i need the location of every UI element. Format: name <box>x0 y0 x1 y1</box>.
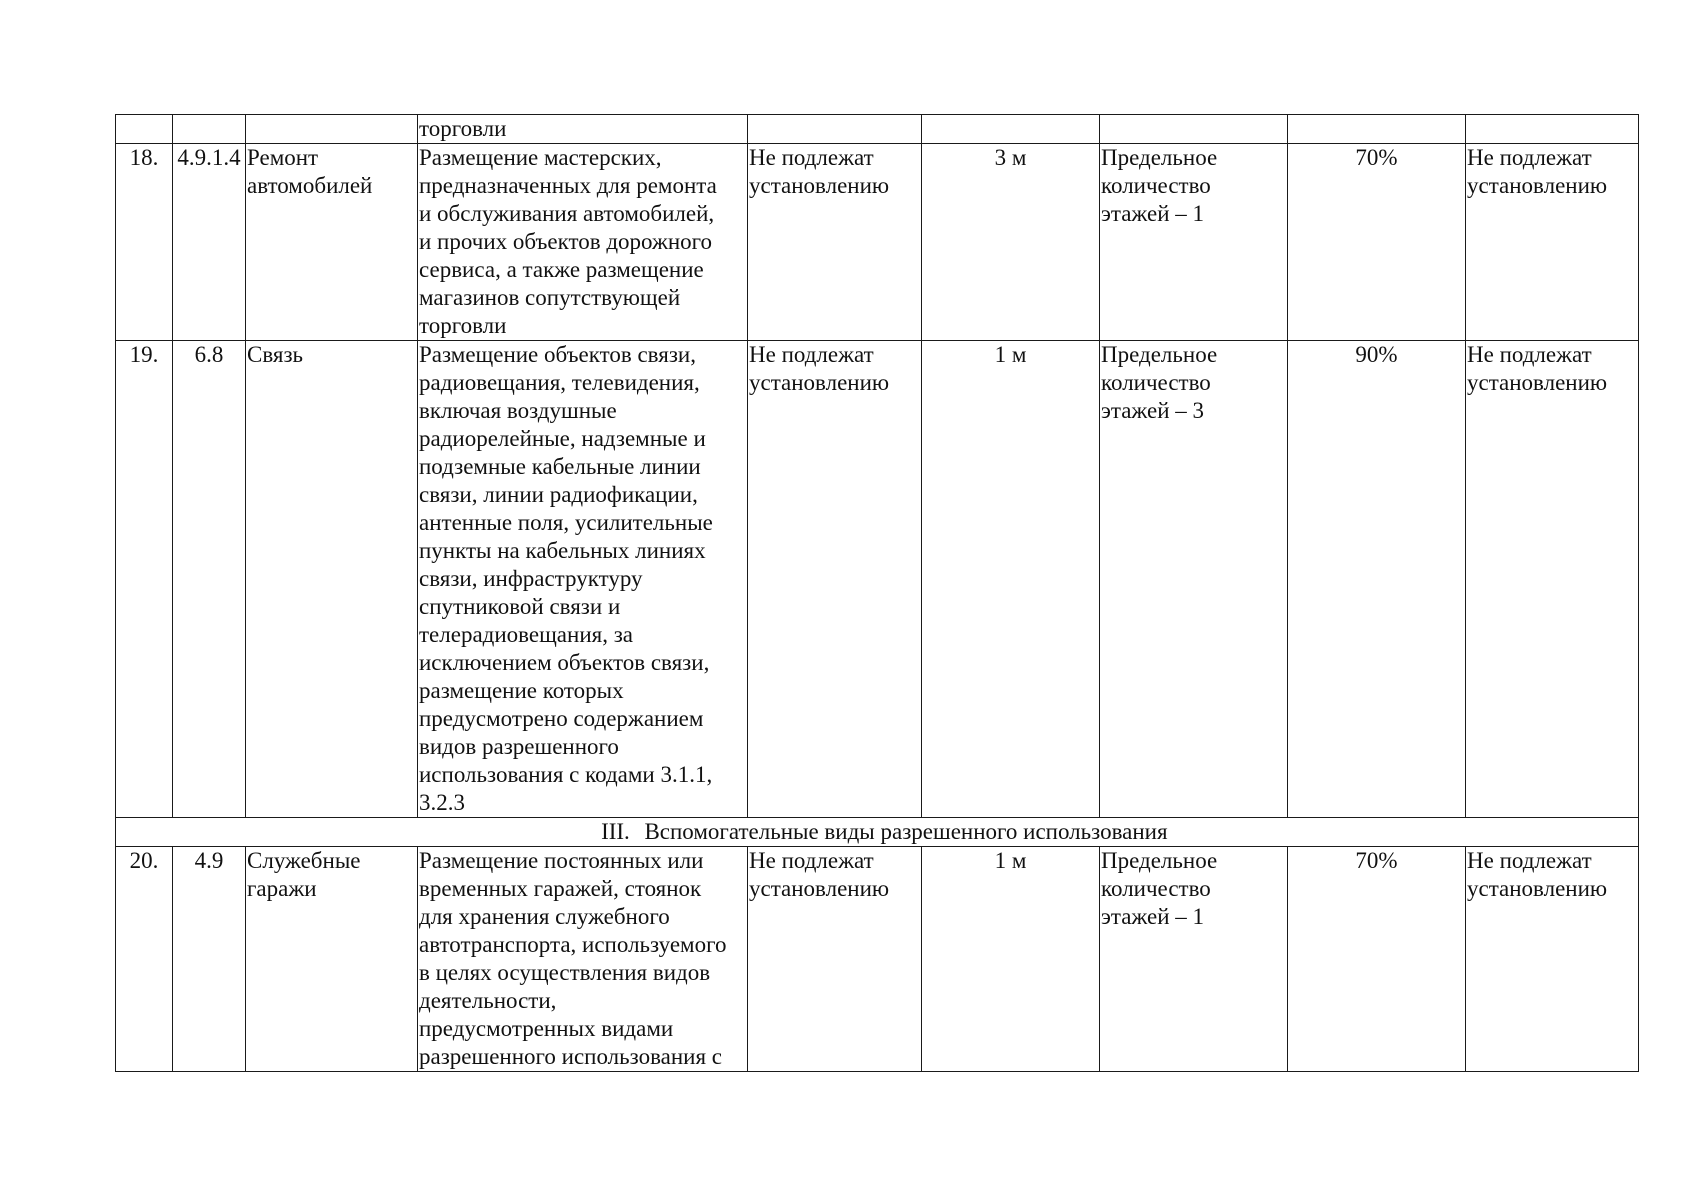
other-params: Не подлежат установлению <box>1466 847 1639 1072</box>
min-plot-size: Не подлежат установлению <box>748 144 922 341</box>
max-coverage: 70% <box>1288 144 1466 341</box>
cell-col7 <box>1100 115 1288 144</box>
cell-col9 <box>1466 115 1639 144</box>
max-floors: Предельное количество этажей – 3 <box>1100 341 1288 818</box>
table-row <box>116 341 1639 818</box>
min-setback: 1 м <box>922 341 1100 818</box>
cell-col6 <box>922 115 1100 144</box>
use-code: 4.9 <box>173 847 246 1072</box>
max-floors: Предельное количество этажей – 1 <box>1100 144 1288 341</box>
cell-num <box>116 115 173 144</box>
cell-description: торговли <box>418 115 748 144</box>
cell-col5 <box>748 115 922 144</box>
cell-code <box>173 115 246 144</box>
use-name: Ремонт автомобилей <box>246 144 418 341</box>
use-description: Размещение объектов связи, радиовещания, телевидения, включая воздушные радиорелейные, надземные и подземные кабельные линии связи, линии радиофикации, антенные поля, усилительные пункты на кабельных линиях связи, инфраструктуру спутниковой связи и телерадиовещания, за исключением объектов связи, размещение которых предусмотрено содержанием видов разрешенного использования с кодами 3.1.1, 3.2.3 <box>418 341 748 818</box>
row-number: 20. <box>116 847 173 1072</box>
cell-col8 <box>1288 115 1466 144</box>
use-code: 6.8 <box>173 341 246 818</box>
use-description: Размещение мастерских, предназначенных для ремонта и обслуживания автомобилей, и прочих объектов дорожного сервиса, а также размещение магазинов сопутствующей торговли <box>418 144 748 341</box>
cell-name <box>246 115 418 144</box>
table-row <box>116 847 1639 1072</box>
use-description: Размещение постоянных или временных гаражей, стоянок для хранения служебного автотранспорта, используемого в целях осуществления видов деятельности, предусмотренных видами разрешенного использования с <box>418 847 748 1072</box>
min-plot-size: Не подлежат установлению <box>748 341 922 818</box>
section-header-row <box>116 818 1639 847</box>
section-number: III. <box>601 819 630 844</box>
max-coverage: 70% <box>1288 847 1466 1072</box>
min-setback: 1 м <box>922 847 1100 1072</box>
table-row-continuation <box>116 115 1639 144</box>
regulations-table <box>115 114 1639 1072</box>
other-params: Не подлежат установлению <box>1466 341 1639 818</box>
section-header <box>116 818 1639 847</box>
use-name: Связь <box>246 341 418 818</box>
row-number: 19. <box>116 341 173 818</box>
section-title: Вспомогательные виды разрешенного использования <box>644 819 1168 844</box>
min-setback: 3 м <box>922 144 1100 341</box>
max-floors: Предельное количество этажей – 1 <box>1100 847 1288 1072</box>
row-number: 18. <box>116 144 173 341</box>
use-code: 4.9.1.4 <box>173 144 246 341</box>
other-params: Не подлежат установлению <box>1466 144 1639 341</box>
use-name: Служебные гаражи <box>246 847 418 1072</box>
min-plot-size: Не подлежат установлению <box>748 847 922 1072</box>
table-row <box>116 144 1639 341</box>
max-coverage: 90% <box>1288 341 1466 818</box>
